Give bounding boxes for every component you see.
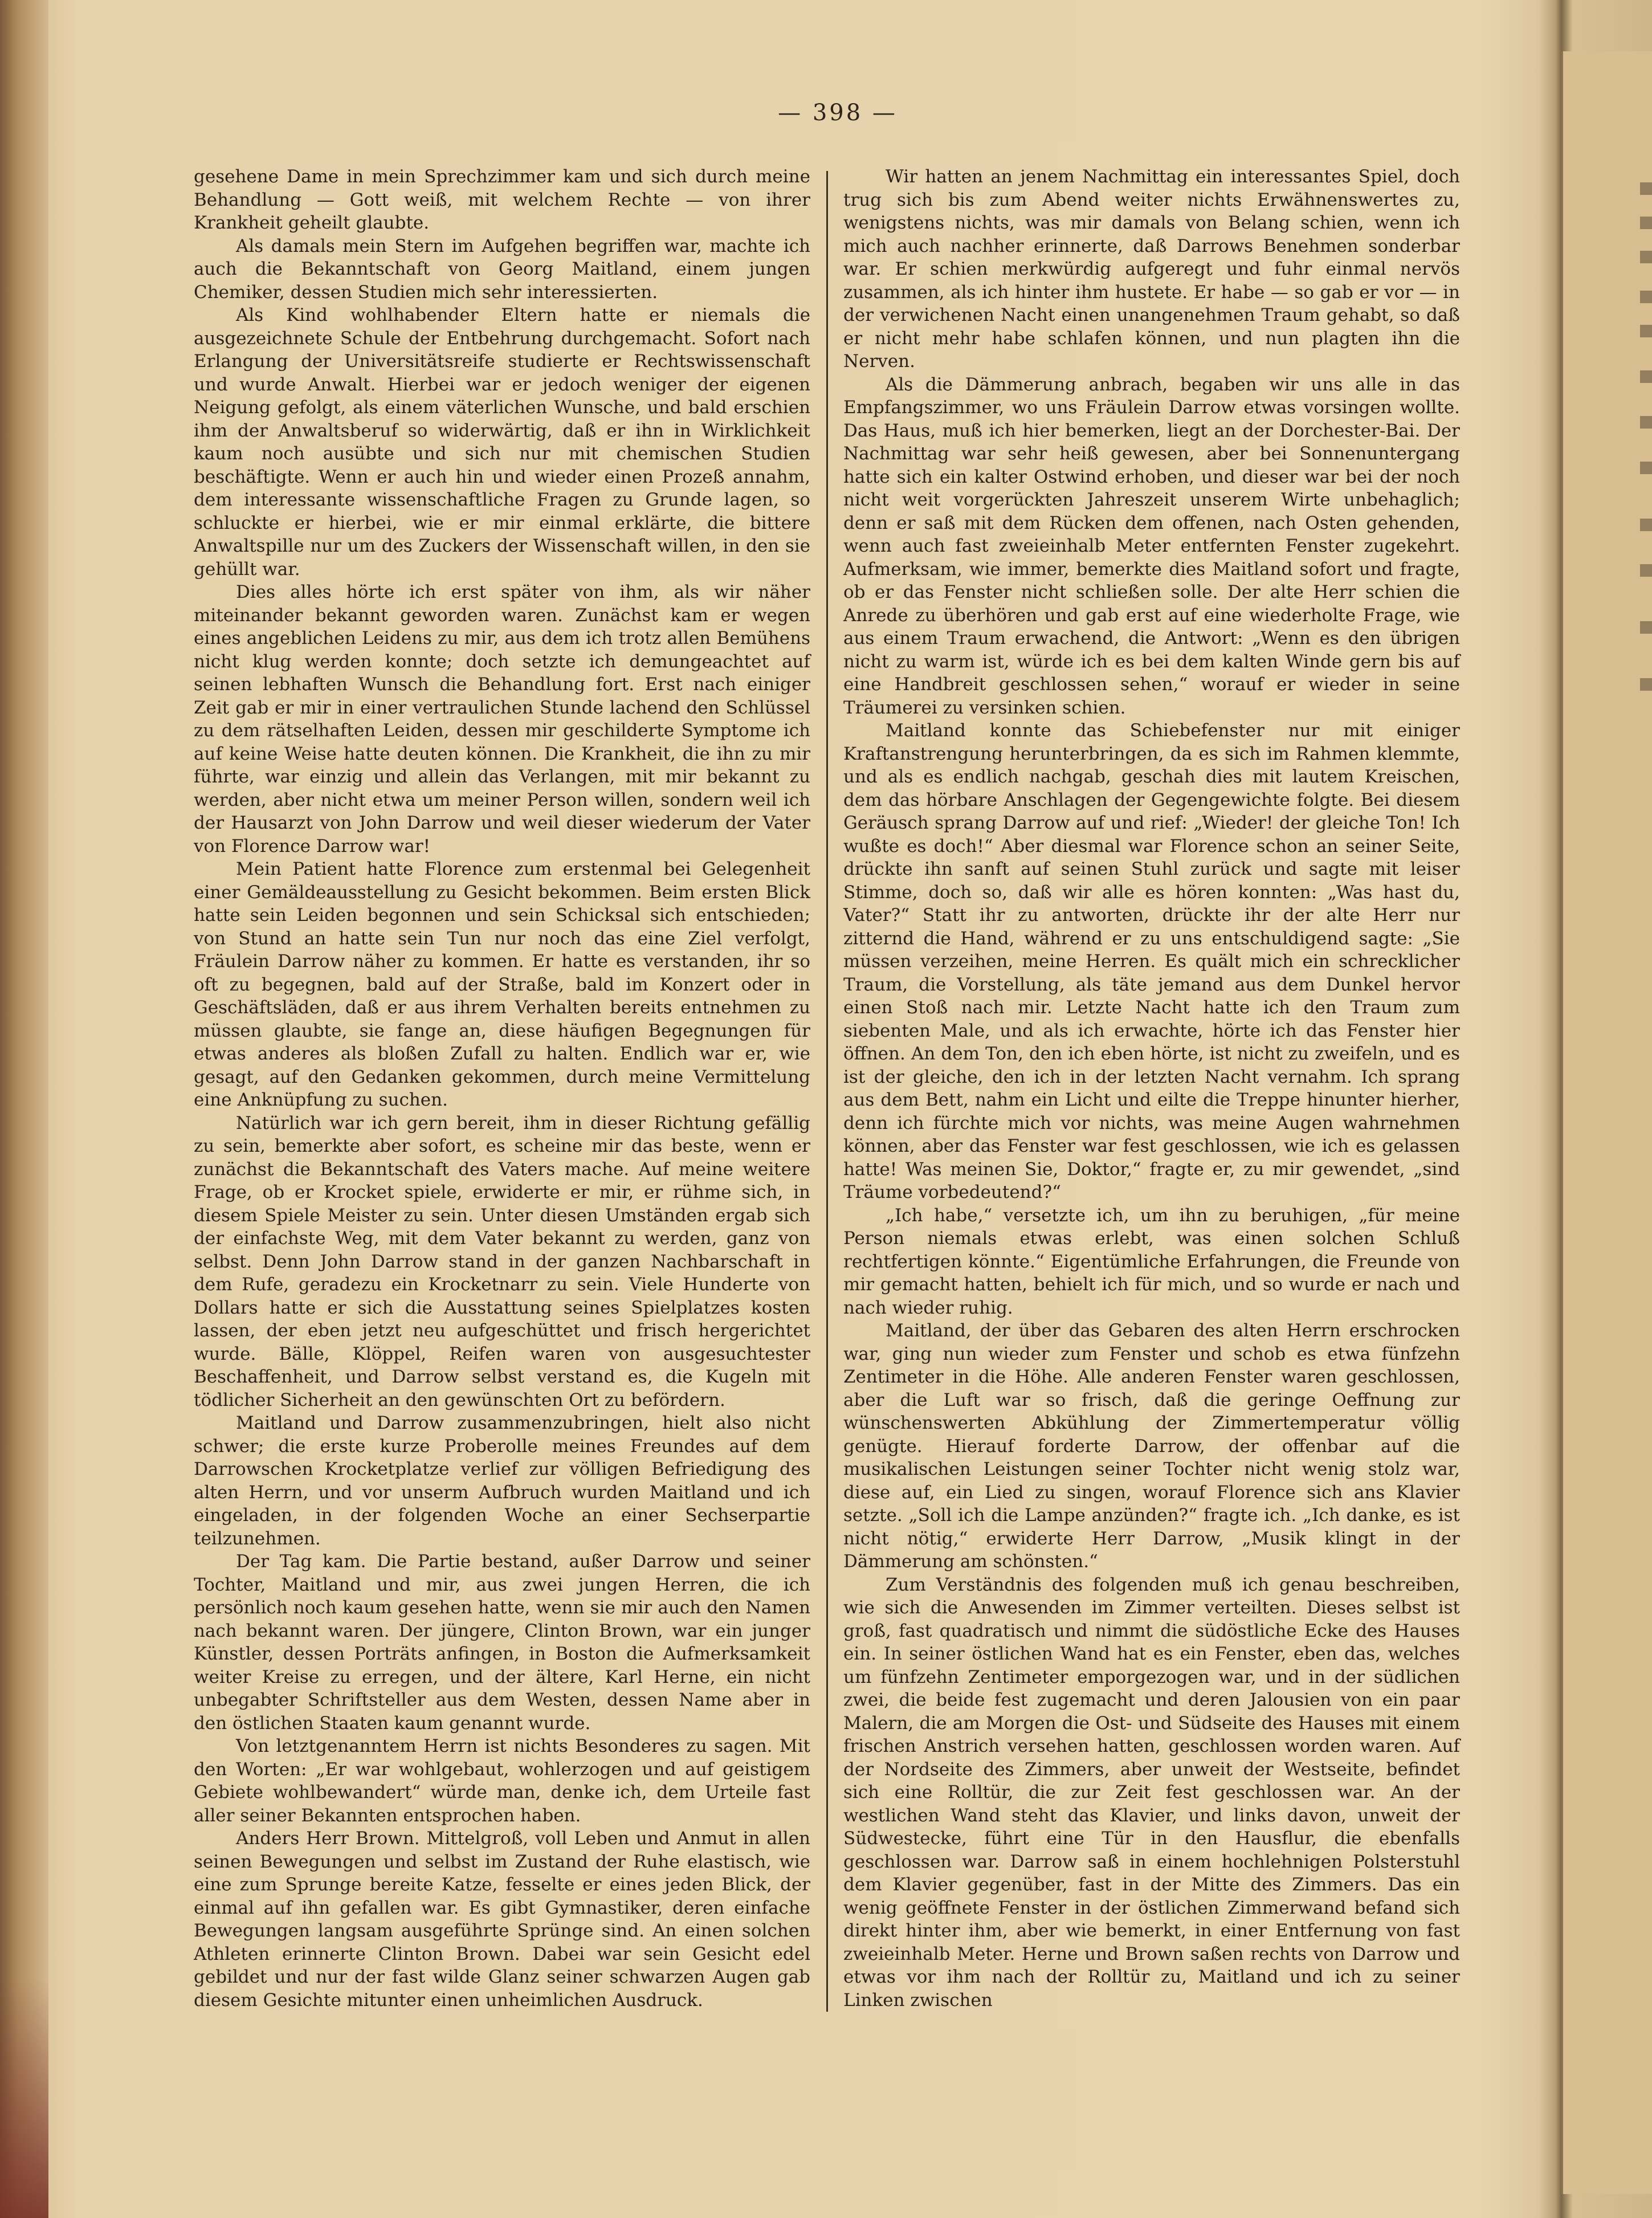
left-text-column: [194, 165, 810, 2012]
column-divider: [826, 171, 828, 2012]
book-binding-edge: [0, 0, 48, 2218]
paragraph: Wir hatten an jenem Nachmittag ein interessantes Spiel, doch trug sich bis zum Abend weiter nichts Erwähnenswertes zu, wenigstens nichts, was mir damals von Belang schien, wenn ich mich auch nachher erinnerte, daß Darrows Benehmen sonderbar war. Er schien merkwürdig aufgeregt und fuhr einmal nervös zusammen, als ich hinter ihm hustete. Er habe — so gab er vor — in der verwichenen Nacht einen unangenehmen Traum gehabt, so daß er nicht mehr habe schlafen können, und nun plagten ihn die Nerven.: [843, 166, 1460, 372]
paragraph: Als Kind wohlhabender Eltern hatte er niemals die ausgezeichnete Schule der Entbehrung durchgemacht. Sofort nach Erlangung der Universitätsreife studierte er Rechtswissenschaft und wurde Anwalt. Hierbei war er jedoch weniger der eigenen Neigung gefolgt, als einem väterlichen Wunsche, und bald erschien ihm der Anwaltsberuf so widerwärtig, daß er ihn in Wirklichkeit kaum noch ausübte und sich nur mit chemischen Studien beschäftigte. Wenn er auch hin und wieder einen Prozeß annahm, dem interessante wissenschaftliche Fragen zu Grunde lagen, so schluckte er hierbei, wie er mir einmal erklärte, die bittere Anwaltspille nur um des Zuckers der Wissenschaft willen, in den sie gehüllt war.: [194, 305, 810, 580]
paragraph: Maitland und Darrow zusammenzubringen, hielt also nicht schwer; die erste kurze Proberolle meines Freundes auf dem Darrowschen Krocketplatze verlief zur völligen Befriedigung des alten Herrn, und vor unserm Aufbruch wurden Maitland und ich eingeladen, in der folgenden Woche an einer Sechserpartie teilzunehmen.: [194, 1413, 810, 1549]
paragraph: „Ich habe,“ versetzte ich, um ihn zu beruhigen, „für meine Person niemals etwas erlebt, was einen solchen Schluß rechtfertigen könnte.“ Eigentümliche Erfahrungen, die Freunde von mir gemacht hatten, behielt ich für mich, und so wurde er nach und nach wieder ruhig.: [843, 1205, 1460, 1318]
paragraph: Maitland, der über das Gebaren des alten Herrn erschrocken war, ging nun wieder zum Fenster und schob es etwa fünfzehn Zentimeter in die Höhe. Alle anderen Fenster waren geschlossen, aber die Luft war so frisch, daß die geringe Oeffnung zur wünschenswerten Abkühlung der Zimmertemperatur völlig genügte. Hierauf forderte Darrow, der offenbar auf die musikalischen Leistungen seiner Tochter nicht wenig stolz war, diese auf, ein Lied zu singen, worauf Florence sich ans Klavier setzte. „Soll ich die Lampe anzünden?“ fragte ich. „Ich danke, es ist nicht nötig,“ erwiderte Herr Darrow, „Musik klingt in der Dämmerung am schönsten.“: [843, 1320, 1460, 1572]
paragraph: Dies alles hörte ich erst später von ihm, als wir näher miteinander bekannt geworden waren. Zunächst kam er wegen eines angeblichen Leidens zu mir, aus dem ich trotz allen Bemühens nicht klug werden konnte; doch setzte ich demungeachtet auf seinen lebhaften Wunsch die Behandlung fort. Erst nach einiger Zeit gab er mir in einer vertraulichen Stunde lachend den Schlüssel zu dem rätselhaften Leiden, dessen mir geschilderte Symptome ich auf keine Weise hatte deuten können. Die Krankheit, die ihn zu mir führte, war einzig und allein das Verlangen, mit mir bekannt zu werden, aber nicht etwa um meiner Person willen, sondern weil ich der Hausarzt von John Darrow und weil dieser wiederum der Vater von Florence Darrow war!: [194, 582, 810, 857]
adjacent-page-edge: [1561, 51, 1652, 2194]
paragraph: Natürlich war ich gern bereit, ihm in dieser Richtung gefällig zu sein, bemerkte aber sofort, es scheine mir das beste, wenn er zunächst die Bekanntschaft des Vaters mache. Auf meine weitere Frage, ob er Krocket spiele, erwiderte er mir, er rühme sich, in diesem Spiele Meister zu sein. Unter diesen Umständen ergab sich der einfachste Weg, mit dem Vater bekannt zu werden, ganz von selbst. Denn John Darrow stand in der ganzen Nachbarschaft in dem Rufe, geradezu ein Krocketnarr zu sein. Viele Hunderte von Dollars hatte er sich die Ausstattung seines Spielplatzes kosten lassen, der eben jetzt neu aufgeschüttet und frisch hergerichtet wurde. Bälle, Klöppel, Reifen waren von ausgesuchtester Beschaffenheit, und Darrow selbst verstand es, die Kugeln mit tödlicher Sicherheit an den gewünschten Ort zu befördern.: [194, 1112, 810, 1410]
paragraph: Als damals mein Stern im Aufgehen begriffen war, machte ich auch die Bekanntschaft von Georg Maitland, einem jungen Chemiker, dessen Studien mich sehr interessierten.: [194, 235, 810, 303]
paragraph: Als die Dämmerung anbrach, begaben wir uns alle in das Empfangszimmer, wo uns Fräulein Darrow etwas vorsingen wollte. Das Haus, muß ich hier bemerken, liegt an der Dorchester-Bai. Der Nachmittag war sehr heiß gewesen, aber bei Sonnenuntergang hatte sich ein kalter Ostwind erhoben, und dieser war bei der noch nicht weit vorgerückten Jahreszeit unserem Wirte unbehaglich; denn er saß mit dem Rücken dem offenen, nach Osten gehenden, wenn auch fast zweieinhalb Meter entfernten Fenster zugekehrt. Aufmerksam, wie immer, bemerkte dies Maitland sofort und fragte, ob er das Fenster nicht schließen solle. Der alte Herr schien die Anrede zu überhören und gab erst auf eine wiederholte Frage, wie aus einem Traum erwachend, die Antwort: „Wenn es den übrigen nicht zu warm ist, würde ich es bei dem kalten Winde gern bis auf eine Handbreit geschlossen sehen,“ worauf er wieder in seine Träumerei zu versinken schien.: [843, 374, 1460, 718]
paragraph: Mein Patient hatte Florence zum erstenmal bei Gelegenheit einer Gemäldeausstellung zu Gesicht bekommen. Beim ersten Blick hatte sein Leiden begonnen und sein Schicksal sich entschieden; von Stund an hatte sein Tun nur noch das eine Ziel verfolgt, Fräulein Darrow näher zu kommen. Er hatte es verstanden, ihr so oft zu begegnen, bald auf der Straße, bald im Konzert oder in Geschäftsläden, daß er aus ihrem Verhalten bereits entnehmen zu müssen glaubte, sie fange an, diese häufigen Begegnungen für etwas anderes als bloßen Zufall zu halten. Endlich war er, wie gesagt, auf den Gedanken gekommen, durch meine Vermittelung eine Anknüpfung zu suchen.: [194, 859, 810, 1110]
page-number: — 398 —: [778, 100, 898, 126]
paragraph: Maitland konnte das Schiebefenster nur mit einiger Kraftanstrengung herunterbringen, da es sich im Rahmen klemmte, und als es endlich nachgab, geschah dies mit lautem Kreischen, dem das hörbare Anschlagen der Gegengewichte folgte. Bei diesem Geräusch sprang Darrow auf und rief: „Wieder! der gleiche Ton! Ich wußte es doch!“ Aber diesmal war Florence schon an seiner Seite, drückte ihn sanft auf seinen Stuhl zurück und sagte mit leiser Stimme, doch so, daß wir alle es hören konnten: „Was hast du, Vater?“ Statt ihr zu antworten, drückte ihr der alte Herr nur zitternd die Hand, während er zu uns entschuldigend sagte: „Sie müssen verzeihen, meine Herren. Es quält mich ein schrecklicher Traum, die Vorstellung, als täte jemand aus dem Dunkel hervor einen Stoß nach mir. Letzte Nacht hatte ich den Traum zum siebenten Male, und als ich erwachte, hörte ich das Fenster hier öffnen. An dem Ton, den ich eben hörte, ist nicht zu zweifeln, und es ist der gleiche, den ich in der letzten Nacht vernahm. Ich sprang aus dem Bett, nahm ein Licht und eilte die Treppe hinunter hierher, denn ich fürchte mich vor nichts, was meine Augen wahrnehmen können, aber das Fenster war fest geschlossen, wie ich es gelassen hatte! Was meinen Sie, Doktor,“ fragte er, zu mir gewendet, „sind Träume vorbedeutend?“: [843, 720, 1460, 1202]
paragraph: Zum Verständnis des folgenden muß ich genau beschreiben, wie sich die Anwesenden im Zimmer verteilten. Dieses selbst ist groß, fast quadratisch und nimmt die südöstliche Ecke des Hauses ein. In seiner östlichen Wand hat es ein Fenster, eben das, welches um fünfzehn Zentimeter emporgezogen war, und in der südlichen zwei, die beide fest zugemacht und deren Jalousien von ein paar Malern, die am Morgen die Ost- und Südseite des Hauses mit einem frischen Anstrich versehen hatten, geschlossen worden waren. Auf der Nordseite des Zimmers, aber unweit der Westseite, befindet sich eine Rolltür, die zur Zeit fest geschlossen war. An der westlichen Wand steht das Klavier, und links davon, unweit der Südwestecke, führt eine Tür in den Hausflur, die ebenfalls geschlossen war. Darrow saß in einem hochlehnigen Polsterstuhl dem Klavier gegenüber, fast in der Mitte des Zimmers. Das ein wenig geöffnete Fenster in der östlichen Zimmerwand befand sich direkt hinter ihm, aber wie bemerkt, in einer Entfernung von fast zweieinhalb Meter. Herne und Brown saßen rechts von Darrow und etwas vor ihm nach der Rolltür zu, Maitland und ich zu seiner Linken zwischen: [843, 1574, 1460, 2011]
paragraph: Anders Herr Brown. Mittelgroß, voll Leben und Anmut in allen seinen Bewegungen und selbst im Zustand der Ruhe elastisch, wie eine zum Sprunge bereite Katze, fesselte er eines jeden Blick, der einmal auf ihn gefallen war. Es gibt Gymnastiker, deren einfache Bewegungen langsam ausgeführte Sprünge sind. An einen solchen Athleten erinnerte Clinton Brown. Dabei war sein Gesicht edel gebildet und nur der fast wilde Glanz seiner schwarzen Augen gab diesem Gesichte mitunter einen unheimlichen Ausdruck.: [194, 1828, 810, 2011]
paragraph: Der Tag kam. Die Partie bestand, außer Darrow und seiner Tochter, Maitland und mir, aus zwei jungen Herren, die ich persönlich noch kaum gesehen hatte, wenn sie mir auch den Namen nach bekannt waren. Der jüngere, Clinton Brown, war ein junger Künstler, dessen Porträts anfingen, in Boston die Aufmerksamkeit weiter Kreise zu erregen, und der ältere, Karl Herne, ein nicht unbegabter Schriftsteller aus dem Westen, dessen Name aber in den östlichen Staaten kaum genannt wurde.: [194, 1551, 810, 1734]
paragraph: gesehene Dame in mein Sprechzimmer kam und sich durch meine Behandlung — Gott weiß, mit welchem Rechte — von ihrer Krankheit geheilt glaubte.: [194, 166, 810, 233]
paragraph: Von letztgenanntem Herrn ist nichts Besonderes zu sagen. Mit den Worten: „Er war wohlgebaut, wohlerzogen und auf geistigem Gebiete wohlbewandert“ würde man, denke ich, dem Urteile fast aller seiner Bekannten entsprochen haben.: [194, 1736, 810, 1826]
right-text-column: [843, 165, 1460, 2012]
